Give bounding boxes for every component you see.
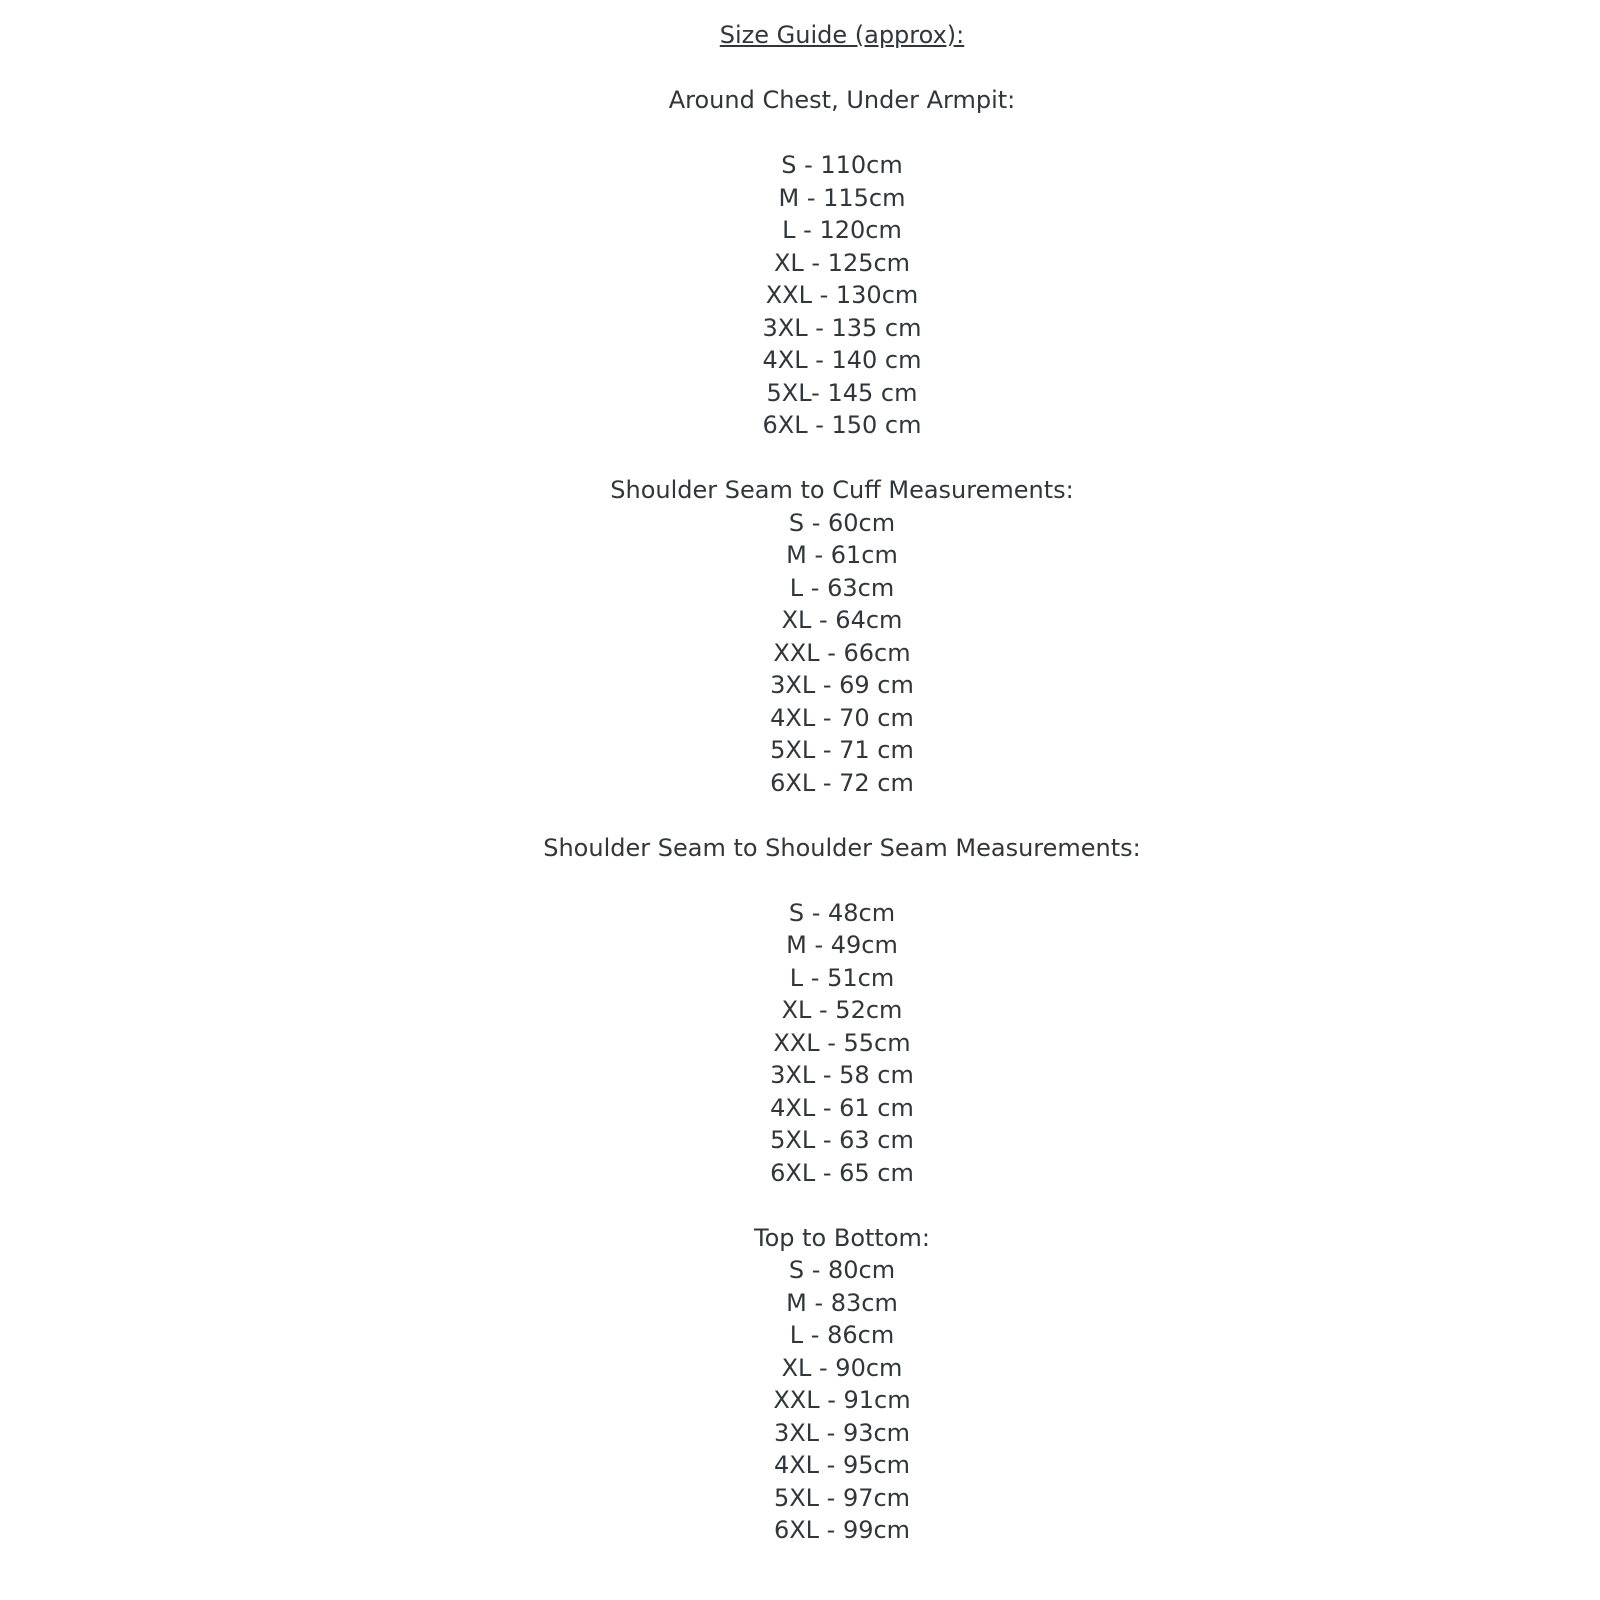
size-row: 5XL - 63 cm: [770, 1126, 914, 1154]
size-row: S - 60cm: [788, 508, 896, 537]
size-row: 6XL - 72 cm: [770, 768, 914, 797]
size-row: XL - 125cm: [773, 248, 911, 277]
section-heading: Shoulder Seam to Cuff Measurements:: [610, 476, 1074, 504]
size-section: [84, 84, 1600, 442]
size-section: [84, 474, 1600, 799]
size-row: L - 63cm: [789, 573, 895, 602]
size-row: XXL - 55cm: [773, 1028, 911, 1057]
size-row: L - 51cm: [789, 963, 895, 992]
blank-line: [84, 117, 1600, 150]
size-row: 4XL - 61 cm: [770, 1093, 914, 1122]
section-heading: Around Chest, Under Armpit:: [668, 86, 1016, 114]
size-row: L - 86cm: [789, 1321, 895, 1349]
size-row: 6XL - 150 cm: [762, 411, 922, 439]
size-row: 3XL - 69 cm: [770, 671, 914, 699]
size-row: XL - 90cm: [781, 1353, 903, 1382]
size-row: 6XL - 65 cm: [770, 1158, 914, 1187]
size-row: M - 61cm: [786, 541, 898, 569]
size-section: [84, 832, 1600, 1190]
section-heading: Shoulder Seam to Shoulder Seam Measurements:: [543, 833, 1141, 862]
size-row: XL - 52cm: [781, 996, 903, 1024]
size-row: 5XL - 97cm: [773, 1483, 911, 1512]
size-row: 4XL - 70 cm: [770, 703, 914, 732]
size-row: 3XL - 58 cm: [770, 1061, 914, 1089]
size-section: [84, 1222, 1600, 1547]
size-row: XXL - 91cm: [773, 1386, 911, 1414]
size-row: S - 80cm: [788, 1256, 896, 1284]
size-row: 5XL - 71 cm: [770, 736, 914, 764]
size-row: 4XL - 140 cm: [762, 346, 922, 374]
blank-line: [84, 864, 1600, 897]
size-row: M - 83cm: [786, 1288, 898, 1317]
size-row: 3XL - 135 cm: [762, 313, 922, 342]
size-row: XL - 64cm: [781, 606, 903, 634]
size-row: S - 48cm: [788, 898, 896, 927]
section-heading: Top to Bottom:: [754, 1223, 930, 1252]
size-row: 4XL - 95cm: [773, 1451, 911, 1479]
size-row: XXL - 130cm: [765, 281, 919, 309]
size-row: XXL - 66cm: [773, 638, 911, 667]
size-row: M - 115cm: [778, 183, 906, 212]
size-row: S - 110cm: [781, 151, 903, 179]
size-row: M - 49cm: [786, 931, 898, 959]
size-row: L - 120cm: [782, 216, 902, 244]
page-title: Size Guide (approx):: [719, 21, 965, 49]
size-row: 5XL- 145 cm: [766, 378, 918, 407]
size-sections-container: [84, 84, 1600, 1547]
size-row: 6XL - 99cm: [773, 1516, 911, 1544]
size-row: 3XL - 93cm: [773, 1418, 911, 1447]
